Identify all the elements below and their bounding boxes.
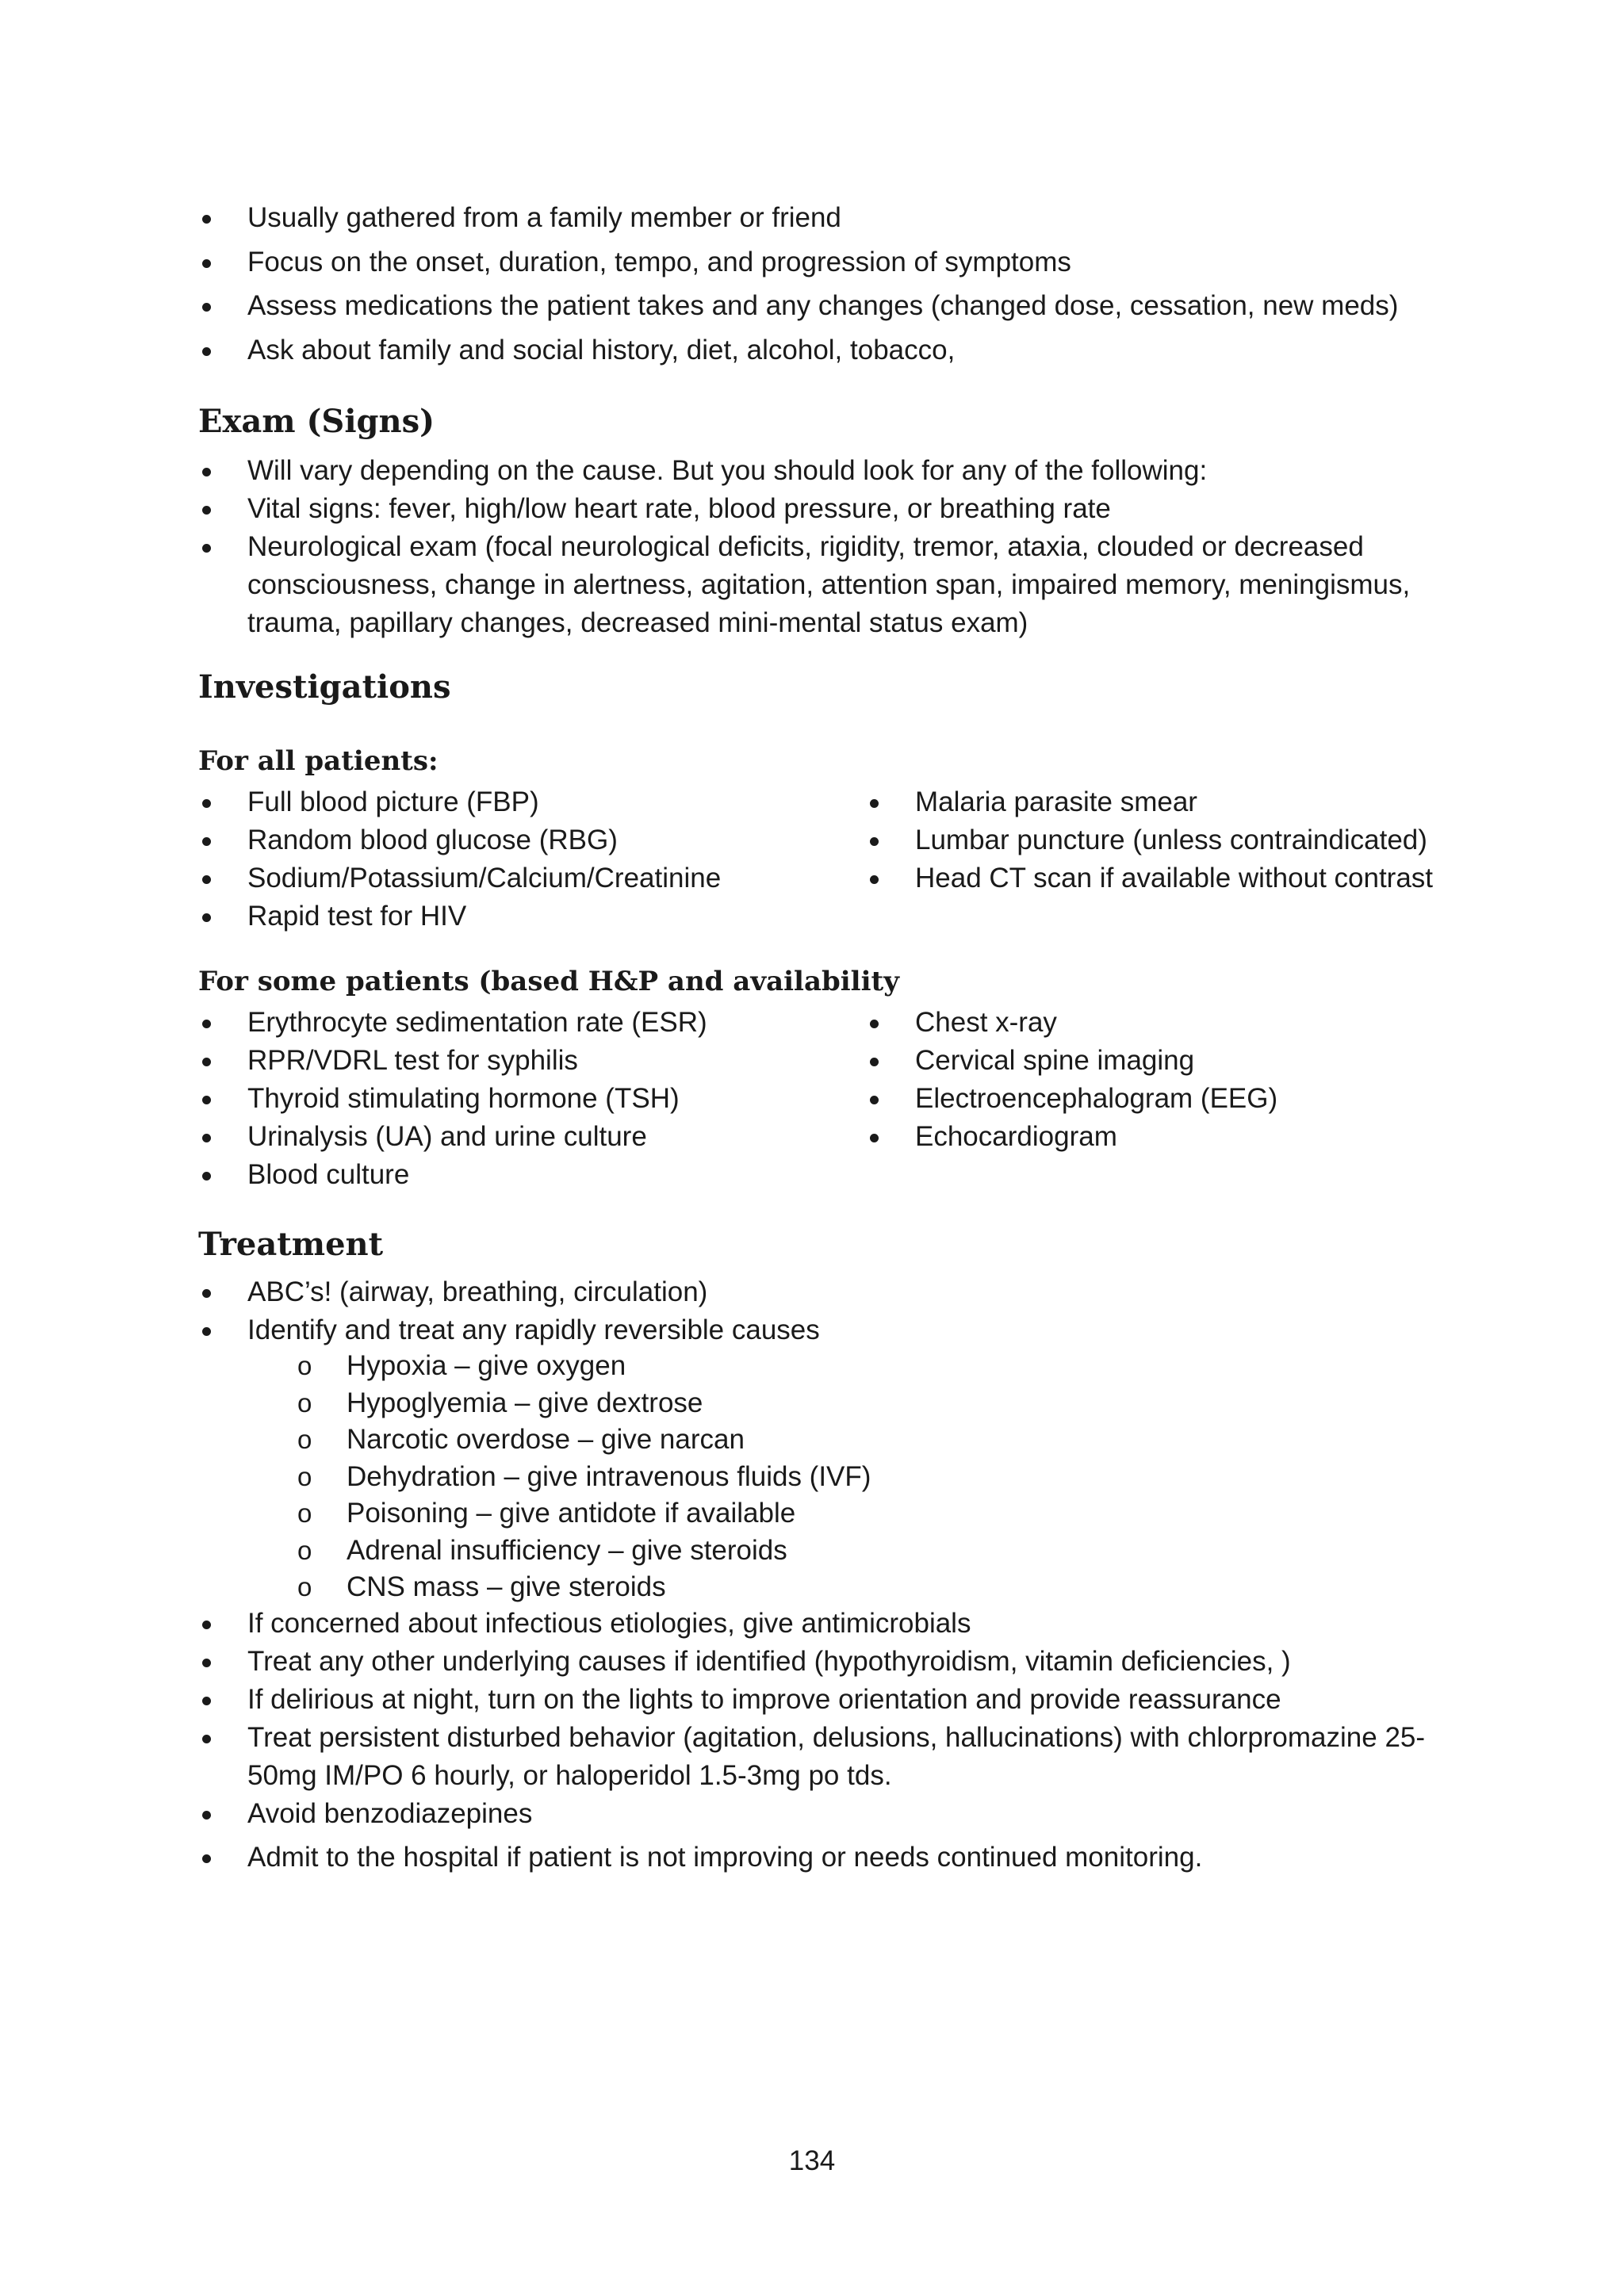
list-item: Treat any other underlying causes if identified (hypothyroidism, vitamin deficiencies, ) [198,1643,1435,1681]
treatment-heading: Treatment [198,1226,384,1263]
investigations-heading: Investigations [198,668,451,706]
list-item: Neurological exam (focal neurological deficits, rigidity, tremor, ataxia, clouded or decreased consciousness, change in alertness, agitation, attention span, impaired memory, meningismus, trauma, papillary changes, decreased mini-mental status exam) [198,528,1435,642]
sub-list-item: o Hypoxia – give oxygen [198,1348,1435,1385]
sub-list-item: o Adrenal insufficiency – give steroids [198,1533,1435,1570]
sub-list-item: o CNS mass – give steroids [198,1569,1435,1606]
list-item: Identify and treat any rapidly reversible causes [198,1311,1435,1349]
list-item: Admit to the hospital if patient is not improving or needs continued monitoring. [198,1839,1435,1877]
list-item: Rapid test for HIV [198,897,866,936]
list-item: Echocardiogram [866,1118,1467,1156]
some-patients-subheading: For some patients (based H&P and availability [198,966,899,997]
list-item: Chest x-ray [866,1004,1467,1042]
exam-heading: Exam (Signs) [198,403,435,440]
list-item: Thyroid stimulating hormone (TSH) [198,1080,866,1118]
some-patients-left-list [198,1004,866,1194]
list-item: Random blood glucose (RBG) [198,821,866,859]
sub-list-item: o Poisoning – give antidote if available [198,1495,1435,1533]
list-item: Assess medications the patient takes and any changes (changed dose, cessation, new meds) [198,287,1467,331]
list-item: Sodium/Potassium/Calcium/Creatinine [198,859,866,897]
sub-list-item: o Narcotic overdose – give narcan [198,1422,1435,1459]
sub-list-item: o Dehydration – give intravenous fluids (IVF) [198,1459,1435,1496]
list-item: Focus on the onset, duration, tempo, and progression of symptoms [198,243,1467,288]
exam-list [198,452,1435,642]
all-patients-left-list [198,783,866,936]
list-item: RPR/VDRL test for syphilis [198,1042,866,1080]
list-item: Cervical spine imaging [866,1042,1467,1080]
list-item: Erythrocyte sedimentation rate (ESR) [198,1004,866,1042]
list-item: Will vary depending on the cause. But you should look for any of the following: [198,452,1435,490]
list-item: Urinalysis (UA) and urine culture [198,1118,866,1156]
page-number: 134 [788,2145,836,2176]
all-patients-right-list [866,783,1467,936]
list-item: Treat persistent disturbed behavior (agitation, delusions, hallucinations) with chlorpromazine 25-50mg IM/PO 6 hourly, or haloperidol 1.5-3mg po tds. [198,1719,1435,1795]
sub-list-item: o Hypoglyemia – give dextrose [198,1385,1435,1422]
reversible-causes-list [198,1348,1435,1606]
list-item: ABC’s! (airway, breathing, circulation) [198,1273,1435,1311]
list-item: Ask about family and social history, diet, alcohol, tobacco, [198,331,1467,376]
list-item: Vital signs: fever, high/low heart rate, blood pressure, or breathing rate [198,490,1435,528]
history-list [198,199,1467,375]
some-patients-columns [198,1004,1467,1194]
treatment-list [198,1273,1435,1349]
list-item: If concerned about infectious etiologies, give antimicrobials [198,1605,1435,1643]
list-item: Blood culture [198,1156,866,1194]
list-item: If delirious at night, turn on the lights to improve orientation and provide reassurance [198,1681,1435,1719]
list-item: Malaria parasite smear [866,783,1467,821]
list-item: Avoid benzodiazepines [198,1795,1435,1833]
list-item: Lumbar puncture (unless contraindicated) [866,821,1467,859]
all-patients-columns [198,783,1467,936]
list-item: Electroencephalogram (EEG) [866,1080,1467,1118]
all-patients-subheading: For all patients: [198,745,439,777]
list-item: Head CT scan if available without contrast [866,859,1467,897]
treatment-more-list [198,1605,1435,1877]
list-item: Usually gathered from a family member or friend [198,199,1467,243]
list-item: Full blood picture (FBP) [198,783,866,821]
some-patients-right-list [866,1004,1467,1194]
